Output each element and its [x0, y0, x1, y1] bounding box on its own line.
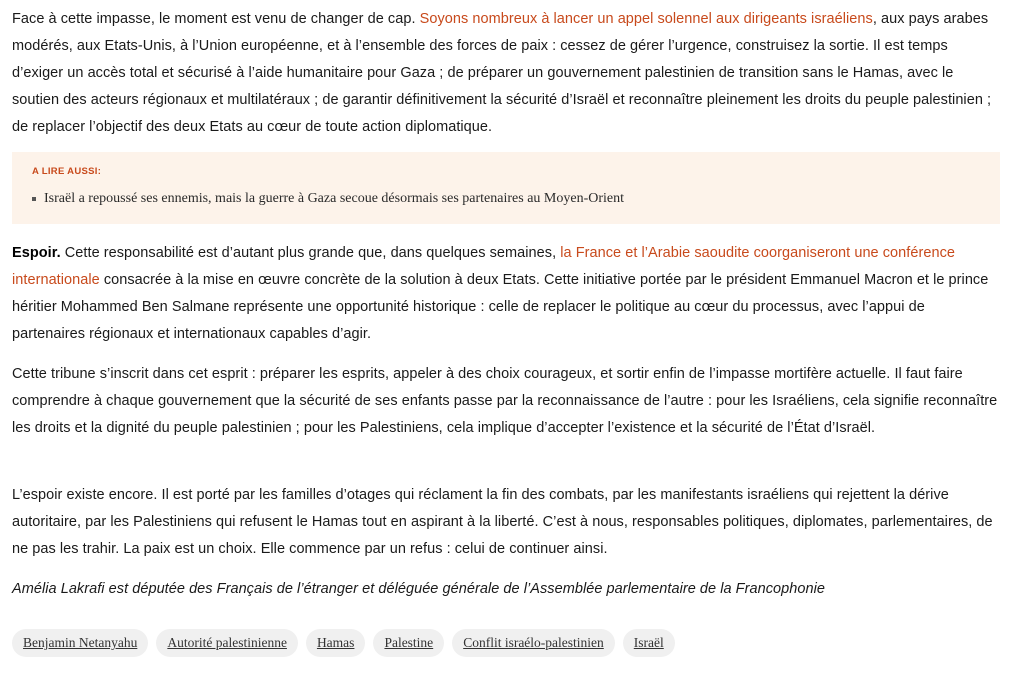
- see-also-link[interactable]: Israël a repoussé ses ennemis, mais la guerre à Gaza secoue désormais ses partenaires au Moyen-Orient: [44, 191, 624, 206]
- tag-autorite-palestinienne[interactable]: Autorité palestinienne: [156, 629, 298, 657]
- paragraph-text: Face à cette impasse, le moment est venu de changer de cap.: [12, 11, 420, 27]
- paragraph-text: consacrée à la mise en œuvre concrète de la solution à deux Etats. Cette initiative portée par le président Emmanuel Macron et le prince héritier Mohammed Ben Salmane représente une opportunité historique : celle de replacer le politique au cœur du processus, avec l’appui de partenaires régionaux et internationaux capables d’agir.: [12, 272, 989, 342]
- conference-link[interactable]: la France et l’Arabie saoudite coorganiseront une conférence internationale: [12, 245, 955, 288]
- bullet-icon: [32, 197, 36, 201]
- tag-palestine[interactable]: Palestine: [373, 629, 444, 657]
- paragraph-text: Cette responsabilité est d’autant plus grande que, dans quelques semaines,: [60, 245, 561, 261]
- see-also-box: [12, 152, 1000, 224]
- paragraph-text: , aux pays arabes modérés, aux Etats-Unis, à l’Union européenne, et à l’ensemble des forces de paix : cessez de gérer l’urgence, construisez la sortie. Il est temps d’exiger un accès total et sécurisé à l’aide humanitaire pour Gaza ; de préparer un gouvernement palestinien de transition sans le Hamas, avec le soutien des acteurs régionaux et multilatéraux ; de garantir définitivement la sécurité d’Israël et reconnaître pleinement les droits du peuple palestinien ; de replacer l’objectif des deux Etats au cœur de toute action diplomatique.: [12, 11, 992, 135]
- tag-benjamin-netanyahu[interactable]: Benjamin Netanyahu: [12, 629, 148, 657]
- see-also-title: A LIRE AUSSI:: [32, 166, 102, 177]
- tag-list: [12, 629, 675, 657]
- see-also-list: [32, 190, 980, 208]
- article-paragraph-2: [12, 240, 1002, 348]
- article-paragraph-1: [12, 6, 1002, 141]
- see-also-item: [32, 190, 980, 208]
- tag-hamas[interactable]: Hamas: [306, 629, 366, 657]
- author-note: Amélia Lakrafi est députée des Français de l’étranger et déléguée générale de l’Assemblée parlementaire de la Francophonie: [12, 581, 825, 597]
- article-paragraph-3: Cette tribune s’inscrit dans cet esprit : préparer les esprits, appeler à des choix courageux, et sortir enfin de l’impasse mortifère actuelle. Il faut faire comprendre à chaque gouvernement que la sécurité de ses enfants passe par la reconnaissance de l’autre : pour les Israéliens, cela signifie reconnaître les droits et la dignité du peuple palestinien ; pour les Palestiniens, cela implique d’accepter l’existence et la sécurité de l’État d’Israël.: [12, 366, 998, 436]
- tag-israel[interactable]: Israël: [623, 629, 675, 657]
- paragraph-lead: Espoir.: [12, 245, 61, 261]
- tag-conflit-israelo-palestinien[interactable]: Conflit israélo-palestinien: [452, 629, 615, 657]
- article-paragraph-4: L’espoir existe encore. Il est porté par les familles d’otages qui réclament la fin des combats, par les manifestants israéliens qui rejettent la dérive autoritaire, par les Palestiniens qui refusent le Hamas tout en aspirant à la liberté. C’est à nous, responsables politiques, diplomates, parlementaires, de ne pas les trahir. La paix est un choix. Elle commence par un refus : celui de continuer ainsi.: [12, 487, 993, 557]
- appeal-link[interactable]: Soyons nombreux à lancer un appel solennel aux dirigeants israéliens: [419, 11, 873, 27]
